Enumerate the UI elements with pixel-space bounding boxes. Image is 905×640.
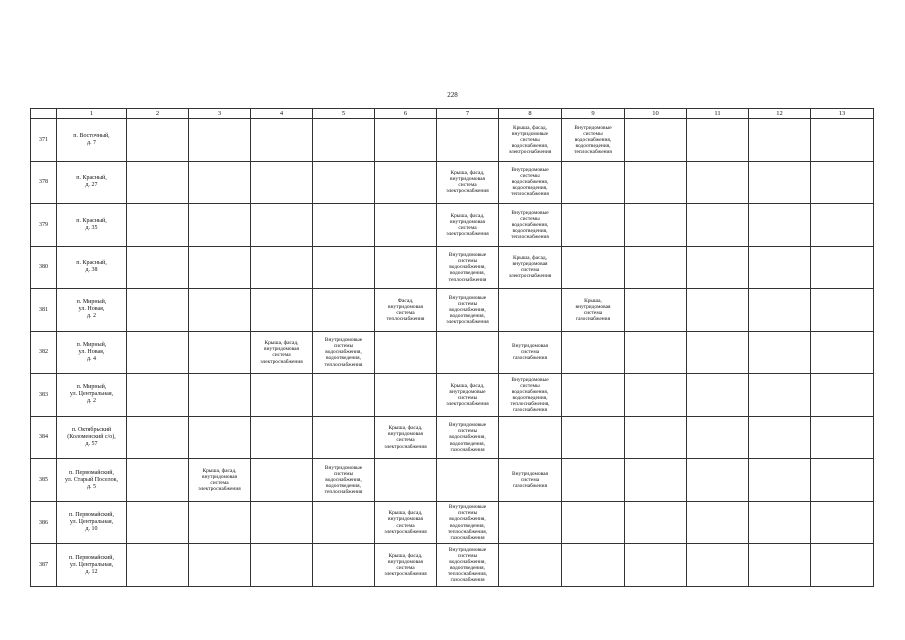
work-type-cell	[625, 119, 687, 162]
row-number: 386	[31, 501, 57, 544]
work-type-cell	[687, 416, 749, 459]
work-type-cell	[437, 119, 499, 162]
table-row	[31, 204, 874, 247]
work-type-cell	[625, 501, 687, 544]
address-cell: п. Мирный, ул. Новая, д. 4	[57, 331, 127, 374]
row-number: 387	[31, 544, 57, 587]
work-type-cell	[625, 416, 687, 459]
work-type-cell	[313, 246, 375, 289]
work-type-cell: Крыша, фасад, внутридомовая система электроснабжения	[375, 501, 437, 544]
work-type-cell	[562, 374, 625, 417]
header-cell-blank	[31, 109, 57, 119]
work-type-cell: Крыша, фасад, внутридомовая система электроснабжения	[437, 161, 499, 204]
header-cell: 9	[562, 109, 625, 119]
work-type-cell: Внутридомовые системы водоснабжения, водоотведения, газоснабжения	[437, 416, 499, 459]
work-type-cell	[313, 204, 375, 247]
work-type-cell	[749, 416, 811, 459]
work-type-cell	[313, 119, 375, 162]
work-type-cell	[811, 416, 874, 459]
work-type-cell	[625, 374, 687, 417]
work-type-cell: Внутридомовые системы водоснабжения, водоотведения, теплоснабжения	[562, 119, 625, 162]
work-type-cell	[687, 161, 749, 204]
work-type-cell	[625, 331, 687, 374]
repair-schedule-table	[30, 108, 874, 587]
row-number: 381	[31, 289, 57, 332]
work-type-cell	[251, 204, 313, 247]
work-type-cell	[375, 374, 437, 417]
work-type-cell	[375, 204, 437, 247]
work-type-cell	[499, 289, 562, 332]
work-type-cell	[749, 204, 811, 247]
work-type-cell	[687, 501, 749, 544]
work-type-cell	[313, 501, 375, 544]
table-row	[31, 331, 874, 374]
table-row	[31, 459, 874, 502]
work-type-cell	[251, 459, 313, 502]
work-type-cell	[687, 204, 749, 247]
work-type-cell	[251, 416, 313, 459]
row-number: 383	[31, 374, 57, 417]
work-type-cell	[687, 246, 749, 289]
work-type-cell	[687, 544, 749, 587]
work-type-cell	[811, 204, 874, 247]
work-type-cell	[625, 459, 687, 502]
work-type-cell	[562, 161, 625, 204]
work-type-cell	[687, 331, 749, 374]
work-type-cell: Крыша, фасад, внутридомовая система электроснабжения	[189, 459, 251, 502]
address-cell: п. Первомайский, ул. Центральная, д. 10	[57, 501, 127, 544]
work-type-cell	[313, 416, 375, 459]
address-cell: п. Красный, д. 27	[57, 161, 127, 204]
row-number: 371	[31, 119, 57, 162]
work-type-cell	[749, 459, 811, 502]
work-type-cell	[127, 161, 189, 204]
address-cell: п. Первомайский, ул. Старый Поселок, д. 5	[57, 459, 127, 502]
work-type-cell	[189, 119, 251, 162]
work-type-cell: Внутридомовая система газоснабжения	[499, 331, 562, 374]
work-type-cell: Внутридомовые системы водоснабжения, водоотведения, теплоснабжения	[499, 161, 562, 204]
work-type-cell	[499, 501, 562, 544]
work-type-cell	[625, 544, 687, 587]
work-type-cell: Внутридомовые системы водоснабжения, водоотведения, теплоснабжения	[313, 459, 375, 502]
work-type-cell: Внутридомовые системы водоснабжения, водоотведения, электроснабжения	[437, 289, 499, 332]
work-type-cell: Внутридомовые системы водоснабжения, водоотведения, теплоснабжения	[313, 331, 375, 374]
work-type-cell: Крыша, фасад, внутридомовые системы электроснабжения	[437, 374, 499, 417]
work-type-cell	[562, 204, 625, 247]
work-type-cell	[625, 204, 687, 247]
work-type-cell	[687, 289, 749, 332]
work-type-cell	[127, 204, 189, 247]
work-type-cell	[189, 161, 251, 204]
work-type-cell	[313, 289, 375, 332]
header-cell: 7	[437, 109, 499, 119]
header-cell: 13	[811, 109, 874, 119]
work-type-cell	[811, 501, 874, 544]
work-type-cell: Крыша, фасад, внутридомовая система электроснабжения	[375, 416, 437, 459]
header-cell: 3	[189, 109, 251, 119]
work-type-cell: Крыша, внутридомовая система газоснабжения	[562, 289, 625, 332]
work-type-cell	[251, 501, 313, 544]
work-type-cell	[313, 544, 375, 587]
work-type-cell	[749, 544, 811, 587]
work-type-cell	[127, 374, 189, 417]
table-row	[31, 161, 874, 204]
work-type-cell	[189, 246, 251, 289]
table-body	[31, 119, 874, 587]
address-cell: п. Красный, д. 38	[57, 246, 127, 289]
work-type-cell	[749, 161, 811, 204]
work-type-cell	[437, 459, 499, 502]
work-type-cell	[375, 246, 437, 289]
table-row	[31, 501, 874, 544]
table-row	[31, 119, 874, 162]
work-type-cell	[562, 331, 625, 374]
row-number: 384	[31, 416, 57, 459]
address-cell: п. Мирный, ул. Новая, д. 2	[57, 289, 127, 332]
work-type-cell	[251, 119, 313, 162]
work-type-cell	[189, 204, 251, 247]
work-type-cell	[127, 289, 189, 332]
work-type-cell	[811, 544, 874, 587]
work-type-cell	[313, 161, 375, 204]
work-type-cell	[189, 289, 251, 332]
work-type-cell	[127, 246, 189, 289]
row-number: 382	[31, 331, 57, 374]
work-type-cell	[313, 374, 375, 417]
row-number: 379	[31, 204, 57, 247]
work-type-cell: Внутридомовые системы водоснабжения, водоотведения, теплоснабжения, газоснабжения	[499, 374, 562, 417]
work-type-cell	[375, 459, 437, 502]
work-type-cell	[749, 289, 811, 332]
work-type-cell	[127, 119, 189, 162]
work-type-cell: Внутридомовые системы водоснабжения, водоотведения, теплоснабжения	[437, 246, 499, 289]
work-type-cell	[687, 119, 749, 162]
table-header-row	[31, 109, 874, 119]
work-type-cell	[625, 246, 687, 289]
work-type-cell	[749, 374, 811, 417]
work-type-cell	[127, 331, 189, 374]
header-cell: 1	[57, 109, 127, 119]
header-cell: 4	[251, 109, 313, 119]
work-type-cell	[127, 459, 189, 502]
work-type-cell	[562, 544, 625, 587]
address-cell: п. Восточный, д. 7	[57, 119, 127, 162]
row-number: 378	[31, 161, 57, 204]
address-cell: п. Мирный, ул. Центральная, д. 2	[57, 374, 127, 417]
work-type-cell	[749, 331, 811, 374]
row-number: 385	[31, 459, 57, 502]
table-row	[31, 374, 874, 417]
work-type-cell: Фасад, внутридомовая система теплоснабжения	[375, 289, 437, 332]
work-type-cell	[811, 289, 874, 332]
work-type-cell	[811, 331, 874, 374]
work-type-cell: Крыша, фасад, внутридомовые системы водоснабжения, электроснабжения	[499, 119, 562, 162]
work-type-cell	[499, 416, 562, 459]
work-type-cell	[127, 501, 189, 544]
work-type-cell	[251, 374, 313, 417]
work-type-cell	[251, 544, 313, 587]
work-type-cell	[499, 544, 562, 587]
work-type-cell	[189, 416, 251, 459]
work-type-cell	[625, 161, 687, 204]
header-cell: 6	[375, 109, 437, 119]
table-row	[31, 246, 874, 289]
work-type-cell	[749, 119, 811, 162]
work-type-cell	[189, 374, 251, 417]
header-cell: 8	[499, 109, 562, 119]
header-cell: 11	[687, 109, 749, 119]
work-type-cell	[189, 544, 251, 587]
work-type-cell	[562, 459, 625, 502]
work-type-cell: Внутридомовая система газоснабжения	[499, 459, 562, 502]
work-type-cell	[625, 289, 687, 332]
work-type-cell: Крыша, фасад, внутридомовая система электроснабжения	[251, 331, 313, 374]
work-type-cell: Крыша, фасад, внутридомовая система электроснабжения	[437, 204, 499, 247]
work-type-cell	[189, 501, 251, 544]
work-type-cell	[811, 161, 874, 204]
work-type-cell: Внутридомовые системы водоснабжения, водоотведения, теплоснабжения, газоснабжения	[437, 501, 499, 544]
work-type-cell: Крыша, фасад, внутридомовая система электроснабжения	[375, 544, 437, 587]
work-type-cell	[251, 246, 313, 289]
address-cell: п. Первомайский, ул. Центральная, д. 12	[57, 544, 127, 587]
work-type-cell	[687, 374, 749, 417]
work-type-cell	[562, 416, 625, 459]
work-type-cell	[189, 331, 251, 374]
work-type-cell	[375, 161, 437, 204]
work-type-cell	[811, 374, 874, 417]
work-type-cell: Крыша, фасад, внутридомовая система электроснабжения	[499, 246, 562, 289]
table-row	[31, 416, 874, 459]
header-cell: 10	[625, 109, 687, 119]
work-type-cell	[127, 544, 189, 587]
work-type-cell	[127, 416, 189, 459]
header-cell: 2	[127, 109, 189, 119]
work-type-cell	[375, 119, 437, 162]
work-type-cell	[437, 331, 499, 374]
work-type-cell	[687, 459, 749, 502]
work-type-cell: Внутридомовые системы водоснабжения, водоотведения, теплоснабжения, газоснабжения	[437, 544, 499, 587]
work-type-cell	[749, 501, 811, 544]
work-type-cell	[811, 119, 874, 162]
work-type-cell	[562, 501, 625, 544]
work-type-cell	[375, 331, 437, 374]
table-row	[31, 544, 874, 587]
page-number: 228	[447, 91, 458, 99]
work-type-cell	[749, 246, 811, 289]
work-type-cell: Внутридомовые системы водоснабжения, водоотведения, теплоснабжения	[499, 204, 562, 247]
work-type-cell	[811, 246, 874, 289]
header-cell: 5	[313, 109, 375, 119]
work-type-cell	[811, 459, 874, 502]
work-type-cell	[562, 246, 625, 289]
address-cell: п. Красный, д. 35	[57, 204, 127, 247]
work-type-cell	[251, 289, 313, 332]
table-row	[31, 289, 874, 332]
row-number: 380	[31, 246, 57, 289]
header-cell: 12	[749, 109, 811, 119]
work-type-cell	[251, 161, 313, 204]
address-cell: п. Октябрьский (Коломенский с/о), д. 57	[57, 416, 127, 459]
